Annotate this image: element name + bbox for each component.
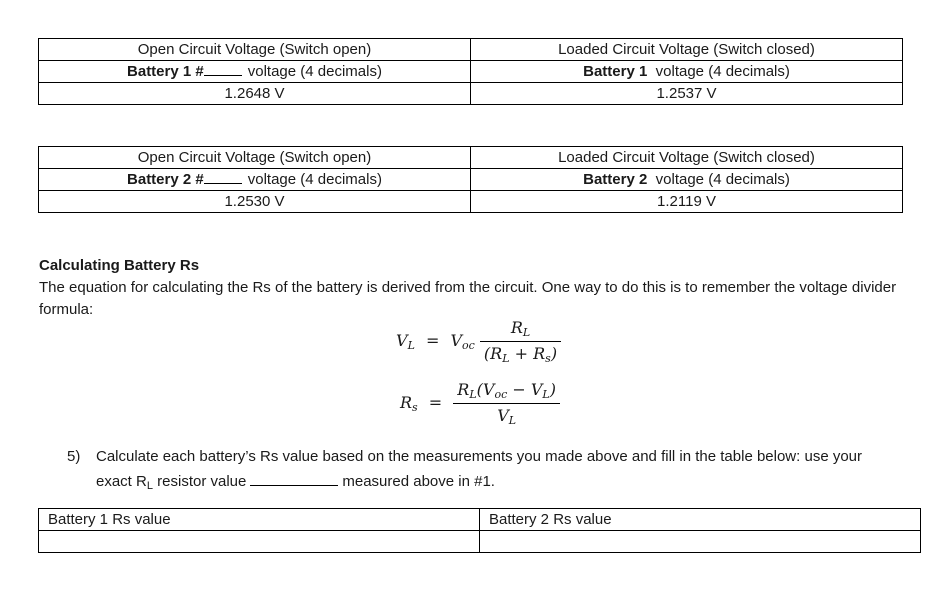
battery1-rs-header: Battery 1 Rs value <box>39 509 480 531</box>
eq2-equals: = <box>428 393 443 412</box>
voltage-decimals-label: voltage (4 decimals) <box>655 170 790 188</box>
eq1-lhs: V <box>396 331 408 350</box>
resistor-value-blank[interactable] <box>250 471 338 486</box>
loaded-circuit-header: Loaded Circuit Voltage (Switch closed) <box>471 147 903 169</box>
eq1-rhs: V <box>450 331 463 350</box>
eq1-lhs-sub: L <box>407 339 415 352</box>
rs-equation <box>400 380 560 427</box>
battery-number-label: Battery 1 # <box>127 63 204 80</box>
section-heading: Calculating Battery Rs <box>39 257 200 274</box>
open-circuit-header: Open Circuit Voltage (Switch open) <box>39 39 471 61</box>
eq1-denominator: $(R_L + R_s)$ <box>483 344 558 365</box>
voltage-decimals-label: voltage (4 decimals) <box>655 62 790 80</box>
battery1-loaded-label <box>471 61 903 83</box>
eq2-numerator: $R_L(V_{oc} - V_L)$ <box>453 380 560 404</box>
rs-value-table <box>38 508 921 553</box>
eq2-denominator: $V_L$ <box>497 406 517 427</box>
battery2-rs-header: Battery 2 Rs value <box>480 509 921 531</box>
battery2-voltage-table <box>38 146 903 213</box>
battery-label: Battery 2 <box>583 170 648 188</box>
battery2-open-voltage[interactable]: 1.2530 V <box>39 191 471 213</box>
question-text: Calculate each battery’s Rs value based on the measurements you made above and fill in the table below: use your exact $R_L$ resistor value measured above in #1. <box>96 448 863 492</box>
section-paragraph: The equation for calculating the Rs of the battery is derived from the circuit. One way to do this is to remember the voltage divider formula: <box>39 279 897 318</box>
eq2-fraction <box>453 380 560 427</box>
loaded-circuit-header: Loaded Circuit Voltage (Switch closed) <box>471 39 903 61</box>
battery-number-blank[interactable] <box>204 61 242 76</box>
battery1-open-label <box>39 61 471 83</box>
battery-number-label: Battery 2 # <box>127 171 204 188</box>
battery-label: Battery 1 <box>583 62 648 80</box>
eq1-rhs-sub: oc <box>462 339 475 352</box>
voltage-decimals-label: voltage (4 decimals) <box>247 171 382 188</box>
eq2-lhs: R <box>400 393 413 412</box>
battery1-open-voltage[interactable]: 1.2648 V <box>39 83 471 105</box>
battery2-loaded-voltage[interactable]: 1.2119 V <box>471 191 903 213</box>
eq1-equals: = <box>425 331 440 350</box>
voltage-divider-equation <box>396 318 561 365</box>
eq2-lhs-sub: s <box>412 401 418 414</box>
voltage-decimals-label: voltage (4 decimals) <box>247 63 382 80</box>
open-circuit-header: Open Circuit Voltage (Switch open) <box>39 147 471 169</box>
battery1-voltage-table <box>38 38 903 105</box>
battery-number-blank[interactable] <box>204 169 242 184</box>
battery2-open-label <box>39 169 471 191</box>
battery1-loaded-voltage[interactable]: 1.2537 V <box>471 83 903 105</box>
battery2-loaded-label <box>471 169 903 191</box>
battery1-rs-value[interactable] <box>39 531 480 553</box>
battery2-rs-value[interactable] <box>480 531 921 553</box>
eq1-numerator: $R_L$ <box>480 318 561 342</box>
question-number: 5) <box>67 448 81 465</box>
eq1-fraction <box>480 318 561 365</box>
